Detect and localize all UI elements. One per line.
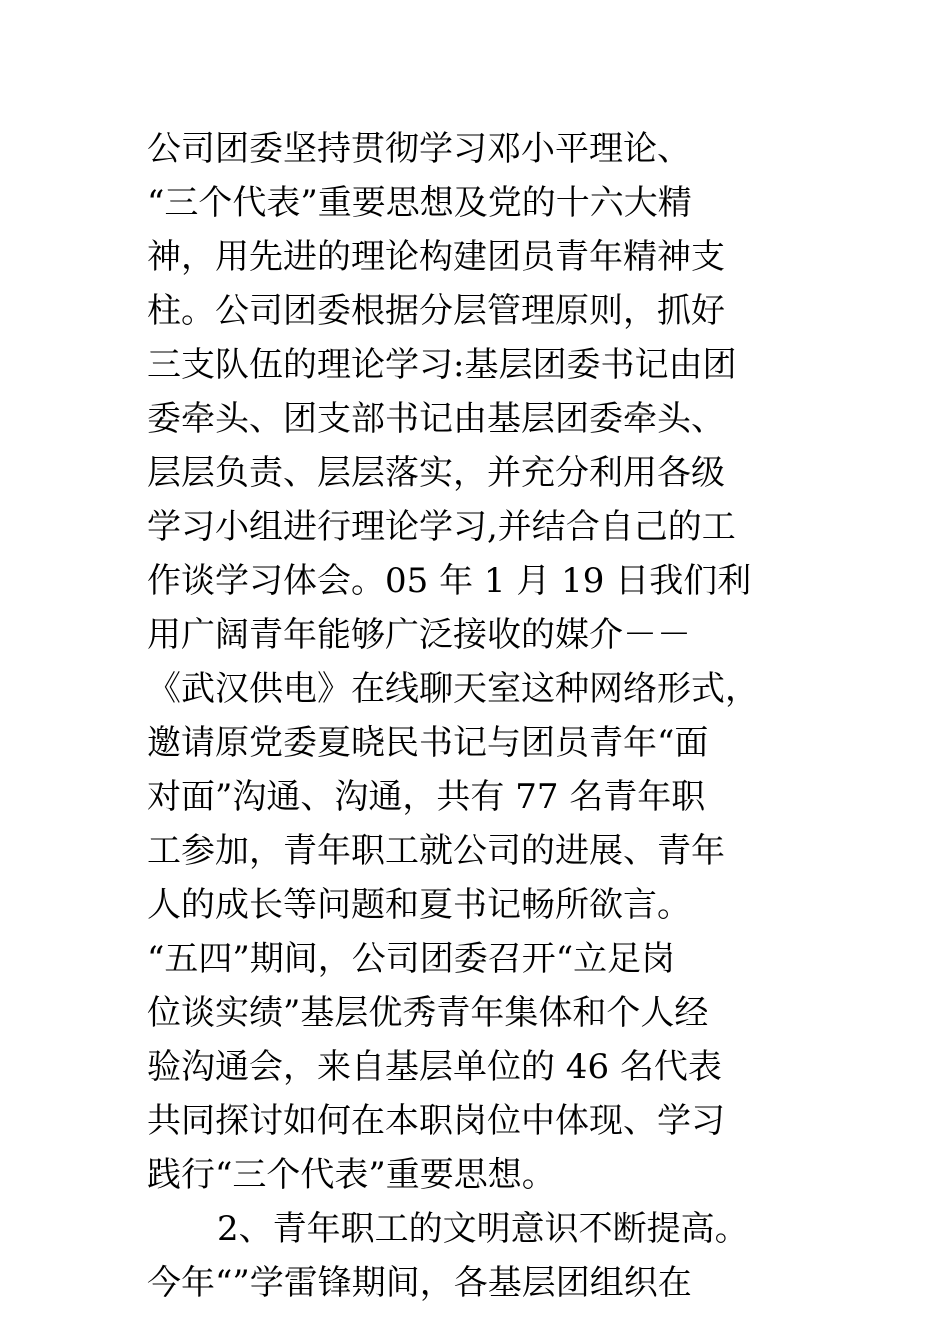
text-line: 作谈学习体会。05 年 1 月 19 日我们利 [147, 561, 752, 601]
text-line: 位谈实绩”基层优秀青年集体和个人经 [147, 993, 709, 1033]
text-line: 人的成长等问题和夏书记畅所欲言。 [147, 885, 691, 925]
text-line: 对面”沟通、沟通，共有 77 名青年职 [147, 777, 706, 817]
text-line: 三支队伍的理论学习:基层团委书记由团 [147, 345, 737, 385]
text-line: “三个代表”重要思想及党的十六大精 [147, 183, 692, 223]
text-line: 委牵头、团支部书记由基层团委牵头、 [147, 399, 725, 439]
text-line: 工参加，青年职工就公司的进展、青年 [147, 831, 725, 871]
text-line: 学习小组进行理论学习,并结合自己的工 [147, 507, 736, 547]
text-line: 验沟通会，来自基层单位的 46 名代表 [147, 1047, 722, 1087]
text-line: “五四”期间，公司团委召开“立足岗 [147, 939, 676, 979]
body-text [147, 122, 827, 1310]
text-line: 神，用先进的理论构建团员青年精神支 [147, 237, 725, 277]
text-line: 用广阔青年能够广泛接收的媒介－－ [147, 615, 691, 655]
text-line: 邀请原党委夏晓民书记与团员青年“面 [147, 723, 709, 763]
text-line: 柱。公司团委根据分层管理原则，抓好 [147, 291, 725, 331]
text-line: 共同探讨如何在本职岗位中体现、学习 [147, 1101, 725, 1141]
section-heading-line: 2、青年职工的文明意识不断提高。 [217, 1209, 749, 1249]
text-line: 践行“三个代表”重要思想。 [147, 1155, 556, 1195]
text-line: 《武汉供电》在线聊天室这种网络形式， [147, 669, 759, 709]
text-line: 层层负责、层层落实，并充分利用各级 [147, 453, 725, 493]
text-line: 公司团委坚持贯彻学习邓小平理论、 [147, 129, 691, 169]
text-line: 今年“”学雷锋期间，各基层团组织在 [147, 1263, 692, 1303]
